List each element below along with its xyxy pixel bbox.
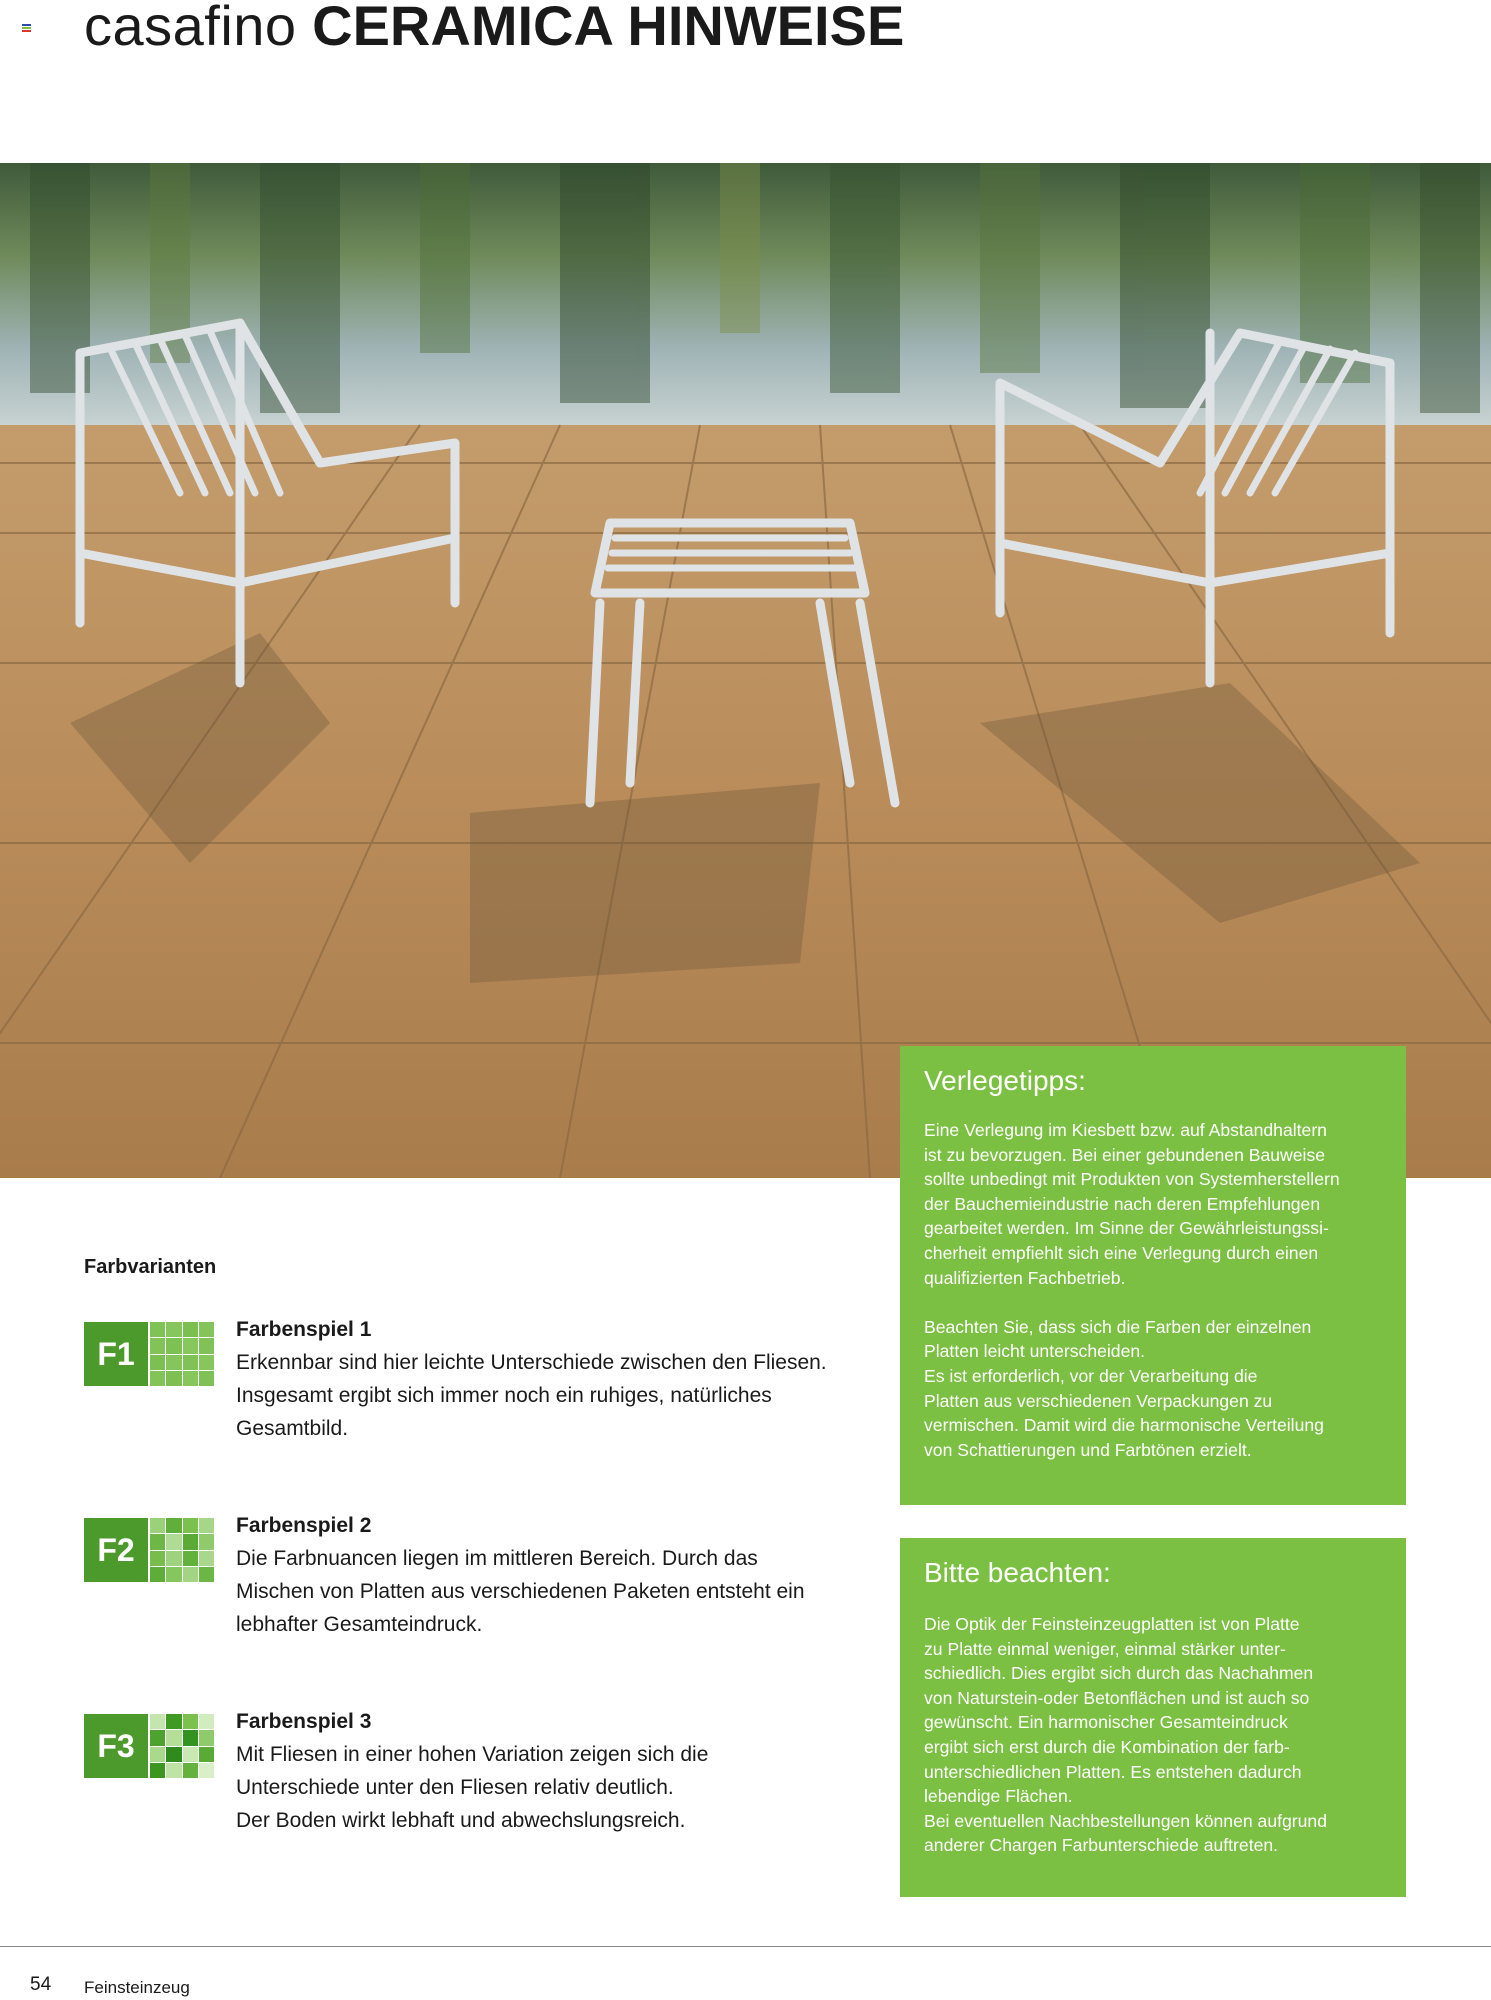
- variant-title: Farbenspiel 1: [236, 1318, 372, 1341]
- swatch-tile: [166, 1371, 181, 1386]
- swatch-tile: [150, 1371, 165, 1386]
- variant-description: Erkennbar sind hier leichte Unterschiede zwischen den Fliesen. Insgesamt ergibt sich immer noch ein ruhiges, natürliches Gesamtbild.: [236, 1351, 827, 1440]
- swatch-tile: [183, 1355, 198, 1370]
- variant-badge: F1: [84, 1322, 148, 1386]
- swatch-tile: [166, 1714, 181, 1729]
- swatch-tile: [150, 1338, 165, 1353]
- swatch-tile: [199, 1338, 214, 1353]
- footer-section-name: Feinsteinzeug: [84, 1978, 190, 1997]
- logo-stripe: [22, 24, 31, 26]
- swatch-tile: [150, 1355, 165, 1370]
- swatch-tile: [166, 1355, 181, 1370]
- swatch-tile: [150, 1747, 165, 1762]
- swatch-tile: [150, 1551, 165, 1566]
- swatch-tile: [166, 1730, 181, 1745]
- swatch-tile: [183, 1338, 198, 1353]
- swatch-tile: [150, 1730, 165, 1745]
- farbvarianten-heading: Farbvarianten: [84, 1256, 217, 1278]
- swatch-tile: [166, 1551, 181, 1566]
- swatch-tile: [183, 1747, 198, 1762]
- swatch-tile: [199, 1763, 214, 1778]
- swatch-tile: [199, 1355, 214, 1370]
- swatch-tile: [199, 1567, 214, 1582]
- variant-badge: F3: [84, 1714, 148, 1778]
- bitte-beachten-heading: Bitte beachten:: [924, 1557, 1111, 1588]
- swatch-tile: [199, 1534, 214, 1549]
- swatch-tile: [150, 1567, 165, 1582]
- swatch-tile: [199, 1518, 214, 1533]
- swatch-tile: [183, 1714, 198, 1729]
- variant-description: Mit Fliesen in einer hohen Variation zeigen sich die Unterschiede unter den Fliesen relativ deutlich. Der Boden wirkt lebhaft und abwechslungsreich.: [236, 1743, 709, 1832]
- swatch-tile: [166, 1763, 181, 1778]
- page-number: 54: [30, 1974, 52, 1995]
- logo-stripe: [22, 27, 31, 29]
- bitte-beachten-text: Die Optik der Feinsteinzeugplatten ist von Platte zu Platte einmal weniger, einmal stärker unter- schiedlich. Dies ergibt sich durch das Nachahmen von Naturstein-oder Betonflächen und ist auch so gewünscht. Ein harmonischer Gesamteindruck ergibt sich erst durch die Kombination der farb- unterschiedlichen Platten. Es entstehen dadurch lebendige Flächen. Bei eventuellen Nachbestellungen können aufgrund anderer Chargen Farbunterschiede auftreten.: [924, 1614, 1328, 1856]
- swatch-tile: [166, 1747, 181, 1762]
- variant-f1: [84, 1318, 864, 1462]
- swatch-tile: [183, 1730, 198, 1745]
- swatch-tile: [199, 1371, 214, 1386]
- verlegetipps-box: [900, 1046, 1406, 1505]
- swatch-tile: [199, 1714, 214, 1729]
- variant-f2: [84, 1514, 864, 1658]
- swatch-tile: [183, 1518, 198, 1533]
- verlegetipps-heading: Verlegetipps:: [924, 1065, 1086, 1096]
- color-swatch-icon: [150, 1714, 214, 1778]
- swatch-tile: [183, 1371, 198, 1386]
- swatch-tile: [150, 1534, 165, 1549]
- terrace-photo: [0, 163, 1491, 1178]
- swatch-tile: [183, 1763, 198, 1778]
- swatch-tile: [166, 1322, 181, 1337]
- swatch-tile: [199, 1747, 214, 1762]
- color-swatch-icon: [150, 1518, 214, 1582]
- variant-badge: F2: [84, 1518, 148, 1582]
- swatch-tile: [150, 1763, 165, 1778]
- brand-logo-icon: [22, 24, 31, 31]
- variant-description: Die Farbnuancen liegen im mittleren Bereich. Durch das Mischen von Platten aus verschiedenen Paketen entsteht ein lebhafter Gesamteindruck.: [236, 1547, 805, 1636]
- brand-name: casafino: [84, 0, 297, 57]
- swatch-tile: [199, 1730, 214, 1745]
- swatch-tile: [183, 1551, 198, 1566]
- swatch-tile: [166, 1567, 181, 1582]
- swatch-tile: [183, 1322, 198, 1337]
- page-title: [84, 0, 904, 58]
- verlegetipps-text: Eine Verlegung im Kiesbett bzw. auf Abstandhaltern ist zu bevorzugen. Bei einer gebundenen Bauweise sollte unbedingt mit Produkten von Systemherstellern der Bauchemieindustrie nach deren Empfehlungen gearbeitet werden. Im Sinne der Gewährleistungssi- cherheit empfiehlt sich eine Verlegung durch einen qualifizierten Fachbetrieb. Beachten Sie, dass sich die Farben der einzelnen Platten leicht unterscheiden. Es ist erforderlich, vor der Verarbeitung die Platten aus verschiedenen Verpackungen zu vermischen. Damit wird die harmonische Verteilung von Schattierungen und Farbtönen erzielt.: [924, 1120, 1340, 1460]
- swatch-tile: [150, 1322, 165, 1337]
- swatch-tile: [150, 1518, 165, 1533]
- title-text: CERAMICA HINWEISE: [312, 0, 905, 57]
- swatch-tile: [150, 1714, 165, 1729]
- variant-title: Farbenspiel 2: [236, 1514, 372, 1537]
- swatch-tile: [166, 1518, 181, 1533]
- swatch-tile: [183, 1534, 198, 1549]
- swatch-tile: [166, 1338, 181, 1353]
- variant-title: Farbenspiel 3: [236, 1710, 372, 1733]
- color-swatch-icon: [150, 1322, 214, 1386]
- swatch-tile: [199, 1322, 214, 1337]
- logo-stripe: [22, 30, 31, 32]
- variant-f3: [84, 1710, 864, 1854]
- footer-divider: [0, 1946, 1491, 1947]
- swatch-tile: [183, 1567, 198, 1582]
- swatch-tile: [199, 1551, 214, 1566]
- bitte-beachten-box: [900, 1538, 1406, 1897]
- swatch-tile: [166, 1534, 181, 1549]
